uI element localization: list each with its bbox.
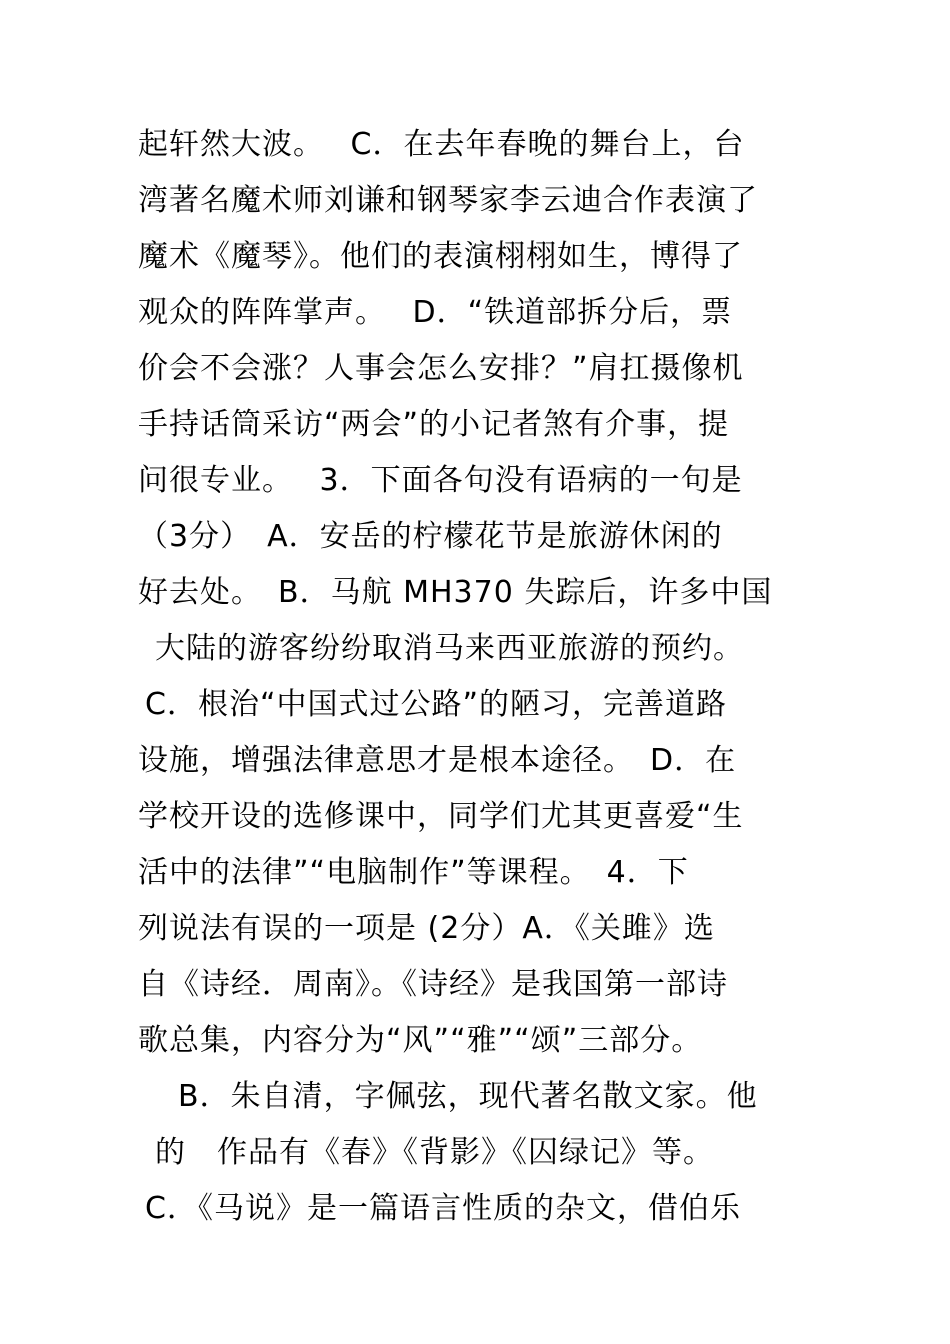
text-line: 问很专业。 3．下面各句没有语病的一句是	[138, 463, 743, 498]
text-line: 手持话筒采访“两会”的小记者煞有介事，提	[138, 407, 730, 442]
text-line: C．《马说》是一篇语言性质的杂文，借伯乐	[145, 1191, 741, 1226]
text-line: 观众的阵阵掌声。 D．“铁道部拆分后，票	[138, 295, 733, 330]
text-line: 价会不会涨？人事会怎么安排？”肩扛摄像机	[138, 351, 744, 386]
text-line: 魔术《魔琴》。他们的表演栩栩如生，博得了	[138, 239, 743, 274]
text-line: B．朱自清，字佩弦，现代著名散文家。他	[178, 1079, 758, 1114]
text-line: 歌总集，内容分为“风”“雅”“颂”三部分。	[138, 1023, 703, 1058]
text-line: 活中的法律”“电脑制作”等课程。 4．下	[138, 855, 689, 890]
text-line: （3分） A．安岳的柠檬花节是旅游休闲的	[138, 519, 723, 554]
text-line: 起轩然大波。 C．在去年春晚的舞台上，台	[138, 127, 745, 162]
text-line: 湾著名魔术师刘谦和钢琴家李云迪合作表演了	[138, 183, 758, 218]
text-line: 大陆的游客纷纷取消马来西亚旅游的预约。	[155, 631, 744, 666]
text-line: 自《诗经．周南》。《诗经》是我国第一部诗	[138, 967, 728, 1002]
text-line: 的 作品有《春》《背影》《囚绿记》等。	[155, 1135, 714, 1170]
text-line: 列说法有误的一项是 (2分）A．《关雎》选	[138, 911, 715, 946]
text-line: C．根治“中国式过公路”的陋习，完善道路	[145, 687, 728, 722]
text-line: 好去处。 B．马航 MH370 失踪后，许多中国	[138, 575, 773, 610]
text-line: 学校开设的选修课中，同学们尤其更喜爱“生	[138, 799, 744, 834]
text-line: 设施，增强法律意思才是根本途径。 D．在	[138, 743, 737, 778]
